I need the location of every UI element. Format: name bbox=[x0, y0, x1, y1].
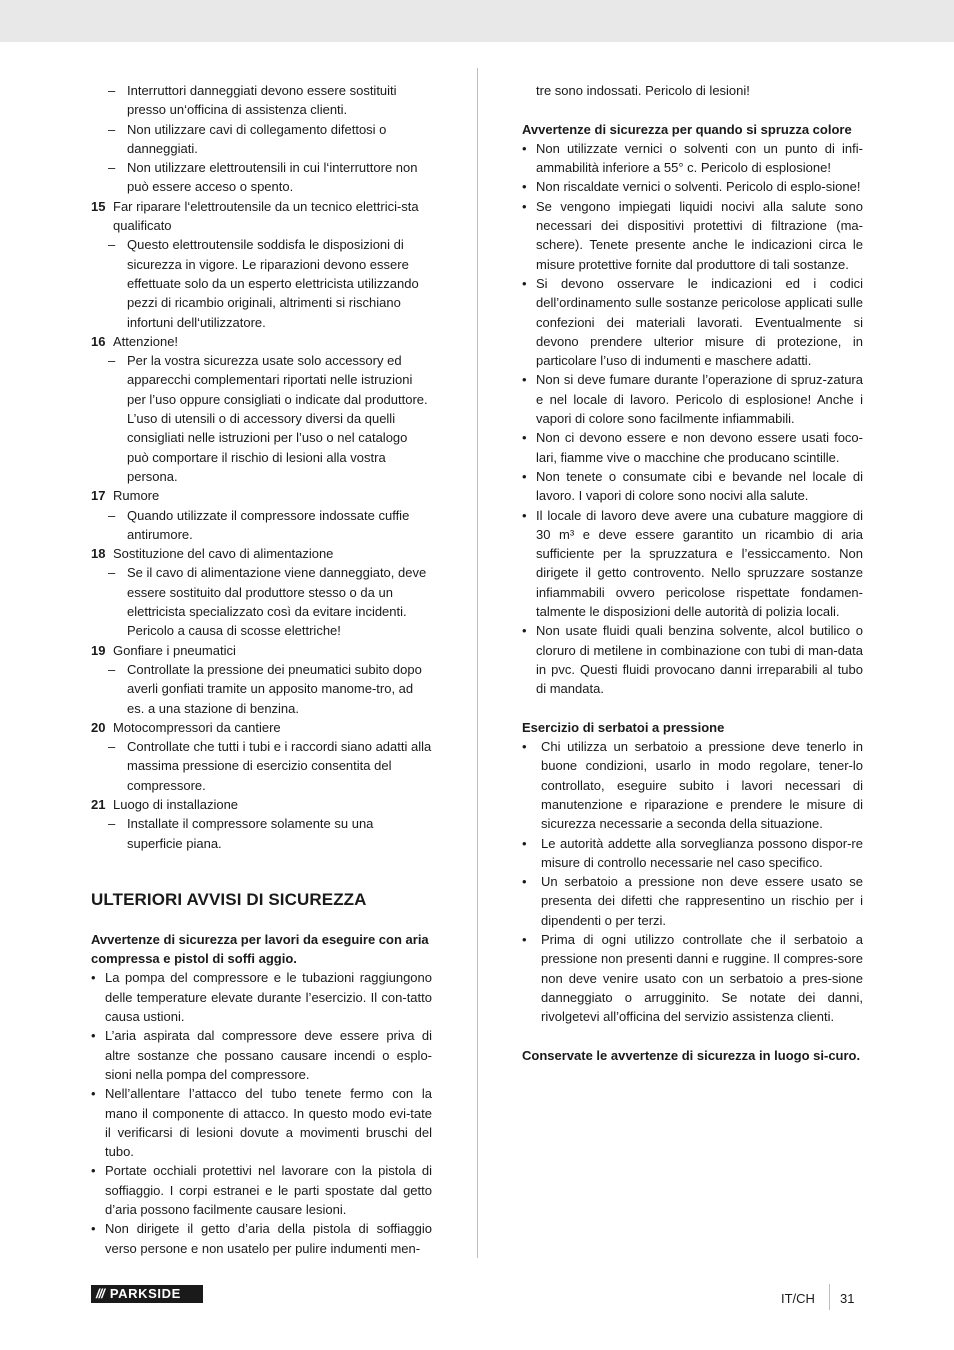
bullet-item: • Il locale di lavoro deve avere una cubature maggiore di 30 m³ e deve essere garantito un ricambio di aria sufficiente per la spruzzatura e l’essiccamento. Non dirigete il getto controvento. Nello spruzzare sostanze infiammabili ovvero pericolose rispettate fondamen-talmente le disposizioni delle autorità di polizia locali. bbox=[522, 506, 863, 622]
dash-item: – Interruttori danneggiati devono essere sostituiti presso un‘officina di assistenza clienti. bbox=[91, 81, 432, 120]
numbered-item-17 bbox=[91, 486, 432, 544]
item-title: Gonfiare i pneumatici bbox=[113, 642, 236, 658]
bullet-item: • Prima di ogni utilizzo controllate che il serbatoio a pressione non presenti danni e ruggine. Il compres-sore non deve venire usato con un serbatoio a pres-sione danneggiato o arrugginito. Se notate dei danni, rivolgetevi all’officina del servizio assistenza clienti. bbox=[522, 930, 863, 1026]
item-title: Attenzione! bbox=[113, 333, 179, 349]
numbered-item-21 bbox=[91, 795, 432, 853]
item-title: Motocompressori da cantiere bbox=[113, 719, 281, 735]
dash-item: – Se il cavo di alimentazione viene danneggiato, deve essere sostituito dal produttore stesso o da un elettricista specializzato così da evitare incidenti. Pericolo a causa di scosse elettriche! bbox=[91, 563, 432, 640]
numbered-item-16 bbox=[91, 332, 432, 486]
bullet-item: • Chi utilizza un serbatoio a pressione deve tenerlo in buone condizioni, usarlo in modo regolare, tener-lo controllato, eseguire subito i lavori necessari di manutenzione e riparazione e prendere le misure di sicurezza necessarie a seconda della situazione. bbox=[522, 737, 863, 833]
bullet-item: • Se vengono impiegati liquidi nocivi alla salute sono necessari dei dispositivi protettivi di filtrazione (ma-schere). Tenete presente anche le indicazioni circa le misure protettive fornite dal produttore di tali sostanze. bbox=[522, 197, 863, 274]
numbered-item-20 bbox=[91, 718, 432, 795]
item-title: Sostituzione del cavo di alimentazione bbox=[113, 546, 334, 562]
continuation-text: tre sono indossati. Pericolo di lesioni! bbox=[536, 83, 750, 98]
item-number: 17 bbox=[91, 488, 106, 504]
footer-divider bbox=[829, 1284, 830, 1310]
bullet-item: • Le autorità addette alla sorveglianza possono dispor-re misure di controllo necessarie nel caso specifico. bbox=[522, 834, 863, 873]
header-bar bbox=[0, 0, 954, 42]
numbered-item-18 bbox=[91, 544, 432, 640]
right-column bbox=[522, 81, 863, 1065]
bullet-item: • Non utilizzate vernici o solventi con un punto di infi-ammabilità inferiore a 55° c. Pericolo di esplosione! bbox=[522, 139, 863, 178]
item-number: 18 bbox=[91, 546, 106, 562]
dash-item: – Questo elettroutensile soddisfa le disposizioni di sicurezza in vigore. Le riparazioni devono essere effettuate solo da un esperto elettricista utilizzando pezzi di ricambio originali, altrimenti si rischiano infortuni dell‘utilizzatore. bbox=[91, 235, 432, 331]
bullet-item: • Si devono osservare le indicazioni ed i codici dell’ordinamento sulle sostanze pericolose applicati sulle confezioni dei materiali lavorati. Eventualmente si devono prendere ulterior misure di protezione, in particolare l’uso di indumenti e maschere adatti. bbox=[522, 274, 863, 370]
section-heading: ULTERIORI AVVISI DI SICUREZZA bbox=[91, 889, 367, 909]
dash-item: – Controllate che tutti i tubi e i raccordi siano adatti alla massima pressione di esercizio consentita del compressore. bbox=[91, 737, 432, 795]
parkside-logo bbox=[91, 1285, 203, 1303]
closing-note: Conservate le avvertenze di sicurezza in luogo si-curo. bbox=[522, 1047, 861, 1063]
dash-item: – Non utilizzare elettroutensili in cui l‘interruttore non può essere acceso o spento. bbox=[91, 158, 432, 197]
dash-item: – Quando utilizzate il compressore indossate cuffie antirumore. bbox=[91, 506, 432, 545]
item-number: 20 bbox=[91, 719, 106, 735]
bullet-item: • Portate occhiali protettivi nel lavorare con la pistola di soffiaggio. I corpi estranei e le parti spostate dal getto d’aria possono facilmente causare lesioni. bbox=[91, 1161, 432, 1219]
bullet-item: • Non ci devono essere e non devono essere usati foco-lari, fiamme vive o macchine che producano scintille. bbox=[522, 428, 863, 467]
bullet-item: • La pompa del compressore e le tubazioni raggiungono delle temperature elevate durante l’esercizio. Il con-tatto causa ustioni. bbox=[91, 968, 432, 1026]
logo-stripes: /// bbox=[96, 1286, 104, 1302]
item-number: 15 bbox=[91, 198, 106, 214]
bullet-item: • Nell’allentare l’attacco del tubo tenete fermo con la mano il componente di attacco. In questo modo evi-tate il verificarsi di lesioni dovute a movimenti bruschi del tubo. bbox=[91, 1084, 432, 1161]
language-code: IT/CH bbox=[781, 1291, 815, 1306]
bullet-item: • Non usate fluidi quali benzina solvente, alcol butilico o cloruro di metilene in combinazione con tubi di man-data in pvc. Questi fluidi provocano danni irreparabili al tubo di mandata. bbox=[522, 621, 863, 698]
numbered-item-15 bbox=[91, 197, 432, 332]
page-number: 31 bbox=[840, 1291, 855, 1306]
bullet-item: • L’aria aspirata dal compressore deve essere priva di altre sostanze che possano causare incendi o esplo-sioni nella pompa del compressore. bbox=[91, 1026, 432, 1084]
section-title: Esercizio di serbatoi a pressione bbox=[522, 719, 725, 735]
item-title: Luogo di installazione bbox=[113, 796, 239, 812]
subheading: Avvertenze di sicurezza per lavori da eseguire con aria compressa e pistol di soffi aggio. bbox=[91, 931, 429, 967]
bullet-item: • Non si deve fumare durante l’operazione di spruz-zatura e nel locale di lavoro. Pericolo di esplosione! Anche i vapori di colore sono facilmente infiammabili. bbox=[522, 370, 863, 428]
bullet-item: • Non tenete o consumate cibi e bevande nel locale di lavoro. I vapori di colore sono nocivi alla salute. bbox=[522, 467, 863, 506]
bullet-item: • Un serbatoio a pressione non deve essere usato se presenta dei difetti che rappresentino un rischio per i dipendenti o per terzi. bbox=[522, 872, 863, 930]
bullet-item: • Non dirigete il getto d’aria della pistola di soffiaggio verso persone e non usatelo per pulire indumenti men- bbox=[91, 1219, 432, 1258]
item-title: Rumore bbox=[113, 488, 160, 504]
left-column bbox=[91, 81, 432, 1258]
numbered-item-19 bbox=[91, 641, 432, 718]
section-title: Avvertenze di sicurezza per quando si spruzza colore bbox=[522, 121, 852, 137]
bullet-item: • Non riscaldate vernici o solventi. Pericolo di esplo-sione! bbox=[522, 177, 863, 196]
dash-item: – Installate il compressore solamente su una superficie piana. bbox=[91, 814, 432, 853]
column-divider bbox=[477, 68, 478, 1258]
dash-item: – Controllate la pressione dei pneumatici subito dopo averli gonfiati tramite un apposito manome-tro, ad es. a una stazione di benzina. bbox=[91, 660, 432, 718]
dash-item: – Non utilizzare cavi di collegamento difettosi o danneggiati. bbox=[91, 120, 432, 159]
dash-item: – Per la vostra sicurezza usate solo accessory ed apparecchi complementari riportati nelle istruzioni per l’uso oppure consigliati o indicate dal produttore. L’uso di utensili o di accessory diversi da quelli consigliati nelle istruzioni per l’uso o nel catalogo può comportare il rischio di lesioni alla vostra persona. bbox=[91, 351, 432, 486]
item-number: 19 bbox=[91, 642, 106, 658]
logo-text: PARKSIDE bbox=[109, 1286, 181, 1302]
item-number: 21 bbox=[91, 796, 106, 812]
item-title: Far riparare l‘elettroutensile da un tecnico elettrici-sta qualificato bbox=[113, 198, 419, 234]
item-number: 16 bbox=[91, 333, 106, 349]
